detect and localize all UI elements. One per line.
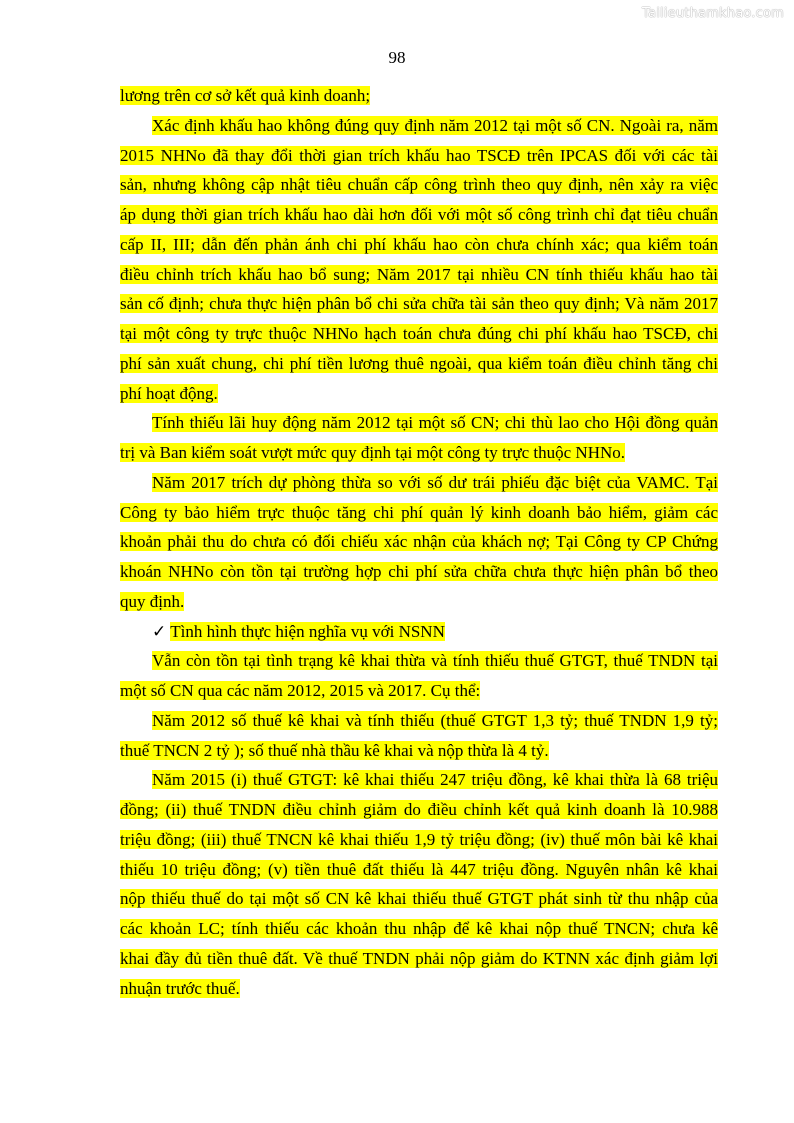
text-line [120, 319, 718, 349]
text-line-content: đồng; (ii) thuế TNDN điều chỉnh giảm do điều chỉnh kết quả kinh doanh là 10.988 [120, 800, 718, 819]
text-line-content: Năm 2015 (i) thuế GTGT: kê khai thiếu 247 triệu đồng, kê khai thừa là 68 triệu [152, 770, 718, 790]
text-line [120, 557, 718, 587]
text-line-content: Công ty bảo hiểm trực thuộc tăng chi phí quản lý kinh doanh bảo hiểm, giảm các [120, 502, 718, 522]
document-body [120, 81, 718, 1003]
text-line-content: cấp II, III; dẫn đến phản ánh chi phí khấu hao còn chưa chính xác; qua kiểm toán [120, 234, 718, 254]
text-line [120, 260, 718, 290]
text-line-content: khoán NHNo còn tồn tại trường hợp chi phí sửa chữa chưa thực hiện phân bổ theo [120, 562, 718, 581]
text-line [120, 855, 718, 885]
text-line-content: áp dụng thời gian trích khấu hao dài hơn đối với một số công trình chỉ đạt tiêu chuẩn [120, 205, 718, 224]
text-line-content: Tình hình thực hiện nghĩa vụ với NSNN [170, 621, 445, 641]
watermark: Tailieuthamkhao.com [642, 6, 784, 21]
text-line [120, 736, 718, 766]
text-line [120, 884, 718, 914]
text-line-content: nhuận trước thuế. [120, 978, 240, 998]
text-line-content: Năm 2012 số thuế kê khai và tính thiếu (thuế GTGT 1,3 tỷ; thuế TNDN 1,9 tỷ; [152, 710, 718, 730]
text-line [120, 617, 718, 647]
text-line-content: khai đầy đủ tiền thuê đất. Về thuế TNDN phải nộp giảm do KTNN xác định giảm lợi [120, 948, 718, 968]
text-line [120, 170, 718, 200]
text-line-content: lương trên cơ sở kết quả kinh doanh; [120, 86, 371, 105]
text-line [120, 646, 718, 676]
text-line [120, 408, 718, 438]
text-line [120, 111, 718, 141]
text-line [120, 230, 718, 260]
text-line-content: trị và Ban kiểm soát vượt mức quy định tại một công ty trực thuộc NHNo. [120, 443, 625, 462]
text-line [120, 587, 718, 617]
text-line [120, 974, 718, 1004]
check-icon: ✓ [152, 621, 167, 641]
text-line [120, 468, 718, 498]
page-number: 98 [388, 48, 406, 67]
text-line-content: Xác định khấu hao không đúng quy định năm 2012 tại một số CN. Ngoài ra, năm [152, 115, 718, 135]
text-line-content: thiếu 10 triệu đồng; (v) tiền thuê đất thiếu là 447 triệu đồng. Nguyên nhân kê khai [120, 859, 718, 879]
text-line-content: các khoản LC; tính thiếu các khoản thu nhập để kê khai nộp thuế TNCN; chưa kê [120, 919, 718, 938]
text-line [120, 676, 718, 706]
text-line [120, 944, 718, 974]
text-line-content: Năm 2017 trích dự phòng thừa so với số dư trái phiếu đặc biệt của VAMC. Tại [152, 472, 718, 492]
text-line-content: Vẫn còn tồn tại tình trạng kê khai thừa và tính thiếu thuế GTGT, thuế TNDN tại [152, 651, 718, 671]
text-line-content: Tính thiếu lãi huy động năm 2012 tại một số CN; chi thù lao cho Hội đồng quản [152, 413, 718, 433]
text-line [120, 914, 718, 944]
text-line-content: phí hoạt động. [120, 383, 218, 403]
text-line [120, 141, 718, 171]
text-line [120, 81, 718, 111]
text-line-content: điều chỉnh trích khấu hao bổ sung; Năm 2017 tại nhiều CN tính thiếu khấu hao tài [120, 264, 718, 284]
text-line-content: sản cố định; chưa thực hiện phân bổ chi sửa chữa tài sản theo quy định; Và năm 2017 [120, 294, 718, 314]
text-line-content: thuế TNCN 2 tỷ ); số thuế nhà thầu kê khai và nộp thừa là 4 tỷ. [120, 740, 549, 760]
text-line [120, 498, 718, 528]
text-line [120, 795, 718, 825]
text-line [120, 200, 718, 230]
text-line [120, 349, 718, 379]
text-line-content: khoản phải thu do chưa có đối chiếu xác nhận của khách nợ; Tại Công ty CP Chứng [120, 532, 718, 552]
text-line-content: phí sản xuất chung, chi phí tiền lương thuê ngoài, qua kiểm toán điều chỉnh tăng chi [120, 353, 718, 373]
text-line [120, 379, 718, 409]
text-line [120, 438, 718, 468]
text-line-content: sản, nhưng không cập nhật tiêu chuẩn cấp công trình theo quy định, nên xảy ra việc [120, 175, 718, 195]
text-line-content: triệu đồng; (iii) thuế TNCN kê khai thiếu 1,9 tỷ triệu đồng; (iv) thuế môn bài kê khai [120, 829, 718, 849]
text-line-content: 2015 NHNo đã thay đổi thời gian trích khấu hao TSCĐ trên IPCAS đối với các tài [120, 145, 718, 165]
text-line [120, 765, 718, 795]
text-line [120, 289, 718, 319]
text-line [120, 825, 718, 855]
text-line-content: nộp thiếu thuế do tại một số CN kê khai thiếu thuế GTGT phát sinh từ thu nhập của [120, 889, 718, 909]
text-line-content: tại một công ty trực thuộc NHNo hạch toán chưa đúng chi phí khấu hao TSCĐ, chi [120, 324, 718, 343]
text-line-content: một số CN qua các năm 2012, 2015 và 2017. Cụ thể: [120, 681, 481, 700]
text-line [120, 527, 718, 557]
text-line-content: quy định. [120, 591, 185, 611]
text-line [120, 706, 718, 736]
